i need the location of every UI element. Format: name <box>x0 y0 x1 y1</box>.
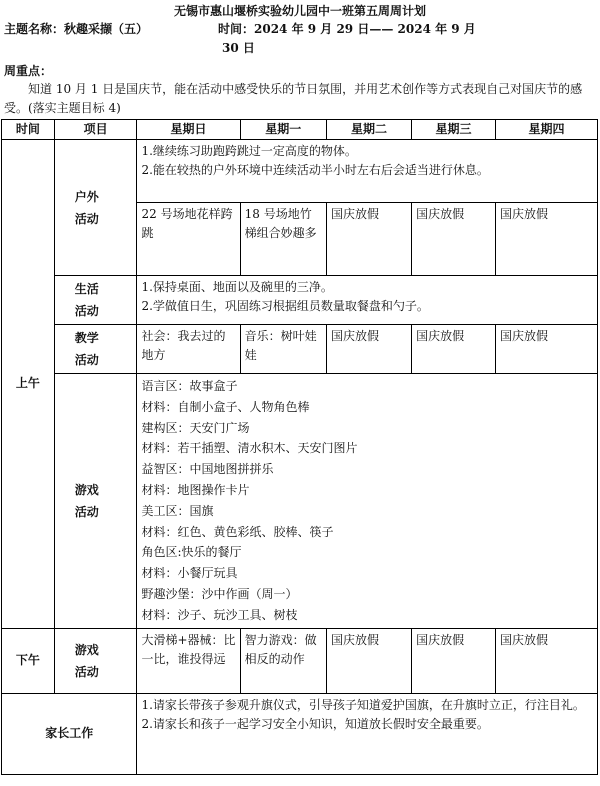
outdoor-wednesday: 国庆放假 <box>412 203 496 276</box>
list-item: 材料：地图操作卡片 <box>141 482 250 497</box>
life-note-1: 1.保持桌面、地面以及碗里的三净。 <box>141 280 333 294</box>
page-title: 无锡市惠山堰桥实验幼儿园中一班第五周周计划 <box>173 4 426 18</box>
list-item: 材料：自制小盒子、人物角色棒 <box>141 399 310 414</box>
teaching-thursday: 国庆放假 <box>496 325 598 374</box>
time-range-line2: 30 日 <box>222 41 255 55</box>
header-wednesday: 星期三 <box>412 120 496 140</box>
list-item: 材料：沙子、玩沙工具、树枝 <box>141 607 298 622</box>
list-item: 美工区：国旗 <box>141 503 214 518</box>
table-row <box>2 276 598 325</box>
weekly-focus-text: 知道 10 月 1 日是国庆节，能在活动中感受快乐的节日氛围，并用艺术创作等方式表现自己对国庆节的感受。(落实主题目标 4) <box>4 82 583 115</box>
life-note-2: 2.学做值日生，巩固练习根据组员数量取餐盘和勺子。 <box>141 299 429 313</box>
game-category <box>54 374 137 629</box>
table-row <box>2 140 598 203</box>
outdoor-thursday: 国庆放假 <box>496 203 598 276</box>
afternoon-monday: 智力游戏：做相反的动作 <box>240 628 326 693</box>
afternoon-label: 下午 <box>2 628 55 693</box>
life-category <box>54 276 137 325</box>
table-row <box>2 693 598 774</box>
afternoon-tuesday: 国庆放假 <box>326 628 411 693</box>
list-item: 角色区:快乐的餐厅 <box>141 545 242 560</box>
teaching-monday: 音乐：树叶娃娃 <box>240 325 326 374</box>
weekly-plan-table <box>1 119 598 775</box>
topic-name: 主题名称：秋趣采撷（五） <box>4 22 149 36</box>
game-label-2: 活动 <box>74 504 99 519</box>
teaching-wednesday: 国庆放假 <box>412 325 496 374</box>
outdoor-note-2: 2.能在较热的户外环境中连续活动半小时左右后会适当进行休息。 <box>141 163 489 177</box>
afternoon-thursday: 国庆放假 <box>496 628 598 693</box>
list-item: 材料：若干插塑、清水积木、天安门图片 <box>141 441 358 456</box>
parent-work-label: 家长工作 <box>2 693 137 774</box>
list-item: 材料：小餐厅玩具 <box>141 566 238 581</box>
header-item: 项目 <box>54 120 137 140</box>
list-item: 语言区：故事盒子 <box>141 379 238 393</box>
afternoon-game-label-1: 游戏 <box>74 642 99 657</box>
life-notes <box>137 276 598 325</box>
life-label-1: 生活 <box>74 282 99 296</box>
time-range-line1: 时间：2024 年 9 月 29 日—— 2024 年 9 月 <box>218 22 476 36</box>
list-item: 材料：红色、黄色彩纸、胶棒、筷子 <box>141 524 334 539</box>
afternoon-wednesday: 国庆放假 <box>412 628 496 693</box>
outdoor-monday: 18 号场地竹梯组合妙趣多 <box>240 203 326 276</box>
parent-note-1: 1.请家长带孩子参观升旗仪式，引导孩子知道爱护国旗，在升旗时立正，行注目礼。 <box>141 697 585 712</box>
life-label-2: 活动 <box>74 304 99 318</box>
weekly-focus-label: 周重点： <box>4 64 53 78</box>
outdoor-label-1: 户外 <box>74 189 99 204</box>
list-item: 建构区：天安门广场 <box>141 420 250 435</box>
header-thursday: 星期四 <box>496 120 598 140</box>
table-row <box>2 628 598 693</box>
morning-label: 上午 <box>2 140 55 629</box>
table-header-row <box>2 120 598 140</box>
outdoor-category <box>54 140 137 276</box>
outdoor-tuesday: 国庆放假 <box>326 203 411 276</box>
header-sunday: 星期日 <box>137 120 240 140</box>
outdoor-note-1: 1.继续练习助跑跨跳过一定高度的物体。 <box>141 144 357 158</box>
teaching-tuesday: 国庆放假 <box>326 325 411 374</box>
afternoon-sunday: 大滑梯+器械：比一比，谁投得远 <box>137 628 240 693</box>
game-label-1: 游戏 <box>74 482 99 497</box>
teaching-sunday: 社会：我去过的地方 <box>137 325 240 374</box>
afternoon-game-label-2: 活动 <box>74 664 99 679</box>
teaching-label-2: 活动 <box>74 353 99 367</box>
parent-note-2: 2.请家长和孩子一起学习安全小知识，知道放长假时安全最重要。 <box>141 716 489 731</box>
list-item: 野趣沙堡：沙中作画（周一） <box>141 586 298 601</box>
header-time: 时间 <box>2 120 55 140</box>
teaching-label-1: 教学 <box>74 331 99 345</box>
list-item: 益智区：中国地图拼拼乐 <box>141 462 274 477</box>
outdoor-label-2: 活动 <box>74 211 99 226</box>
table-row <box>2 325 598 374</box>
header-monday: 星期一 <box>240 120 326 140</box>
game-areas <box>137 374 598 629</box>
teaching-category <box>54 325 137 374</box>
afternoon-game-category <box>54 628 137 693</box>
header-tuesday: 星期二 <box>326 120 411 140</box>
outdoor-sunday: 22 号场地花样跨跳 <box>137 203 240 276</box>
outdoor-notes <box>137 140 598 203</box>
parent-work-notes <box>137 693 598 774</box>
